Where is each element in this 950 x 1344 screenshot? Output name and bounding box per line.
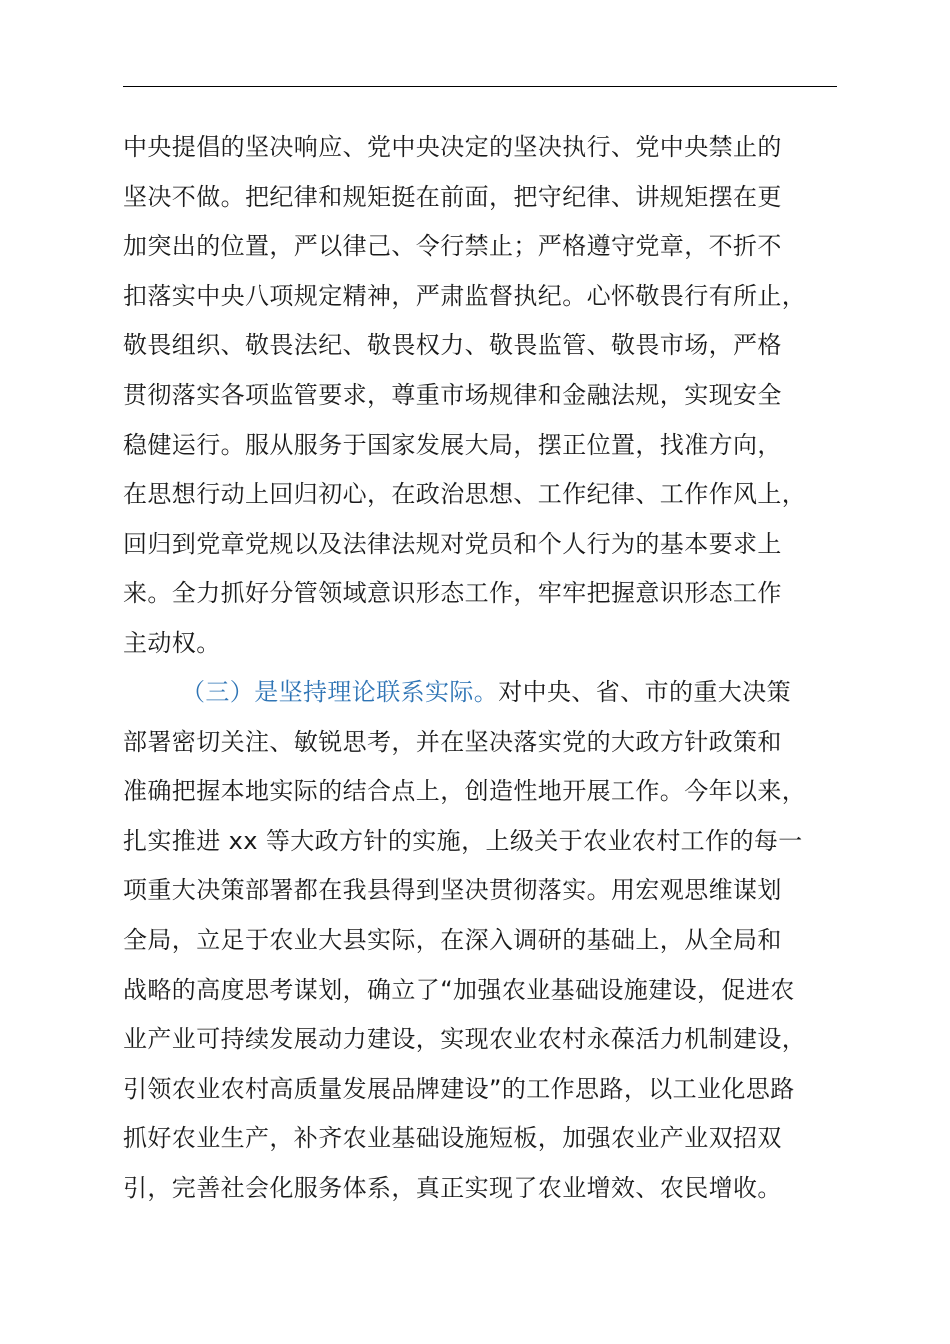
paragraph-line: 引领农业农村高质量发展品牌建设”的工作思路，以工业化思路 — [123, 1074, 795, 1103]
paragraph-line: 准确把握本地实际的结合点上，创造性地开展工作。今年以来， — [123, 777, 807, 806]
paragraph-line: 抓好农业生产，补齐农业基础设施短板，加强农业产业双招双 — [123, 1124, 782, 1153]
paragraph-line: 主动权。 — [123, 628, 221, 657]
paragraph-line: 中央提倡的坚决响应、党中央决定的坚决执行、党中央禁止的 — [123, 133, 782, 161]
paragraph-line: 项重大决策部署都在我县得到坚决贯彻落实。用宏观思维谋划 — [123, 876, 782, 905]
paragraph-line: 部署密切关注、敏锐思考，并在坚决落实党的大政方针政策和 — [123, 727, 782, 756]
paragraph-line: 贯彻落实各项监管要求，尊重市场规律和金融法规，实现安全 — [123, 380, 782, 409]
paragraph-first-line — [123, 668, 863, 718]
paragraph-line: 战略的高度思考谋划，确立了“加强农业基础设施建设，促进农 — [123, 975, 795, 1004]
paragraph-2 — [123, 668, 863, 1214]
paragraph-line: 加突出的位置，严以律己、令行禁止；严格遵守党章，不折不 — [123, 232, 782, 261]
paragraph-line: 业产业可持续发展动力建设，实现农业农村永葆活力机制建设， — [123, 1025, 807, 1054]
paragraph-line-rest: 对中央、省、市的重大决策 — [498, 678, 792, 706]
paragraph-line: 在思想行动上回归初心，在政治思想、工作纪律、工作作风上， — [123, 480, 807, 509]
header-rule — [123, 86, 837, 87]
section-heading: （三）是坚持理论联系实际。 — [181, 678, 499, 706]
paragraph-line: 全局，立足于农业大县实际，在深入调研的基础上，从全局和 — [123, 925, 782, 954]
paragraph-line: 扣落实中央八项规定精神，严肃监督执纪。心怀敬畏行有所止， — [123, 281, 807, 310]
paragraph-line: 敬畏组织、敬畏法纪、敬畏权力、敬畏监管、敬畏市场，严格 — [123, 331, 782, 360]
paragraph-line: 稳健运行。服从服务于国家发展大局，摆正位置，找准方向， — [123, 430, 782, 459]
paragraph-line: 坚决不做。把纪律和规矩挺在前面，把守纪律、讲规矩摆在更 — [123, 182, 782, 211]
paragraph-1 — [123, 123, 863, 669]
paragraph-line: 来。全力抓好分管领域意识形态工作，牢牢把握意识形态工作 — [123, 579, 782, 608]
paragraph-line: 扎实推进 xx 等大政方针的实施，上级关于农业农村工作的每一 — [123, 826, 803, 855]
paragraph-line: 回归到党章党规以及法律法规对党员和个人行为的基本要求上 — [123, 529, 782, 558]
paragraph-line: 引，完善社会化服务体系，真正实现了农业增效、农民增收。 — [123, 1173, 782, 1202]
